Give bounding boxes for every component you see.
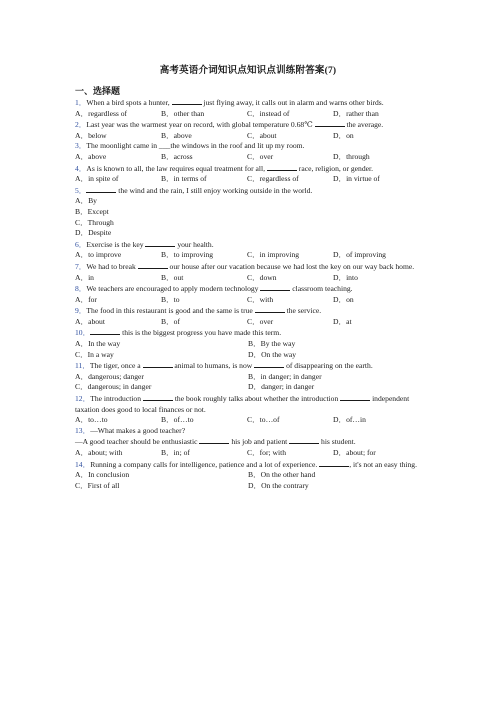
option-b[interactable]: B．in terms of: [161, 174, 207, 184]
options-row: [75, 273, 435, 284]
question-2: [75, 119, 435, 141]
options-row: [75, 339, 435, 350]
option-c[interactable]: C．regardless of: [247, 174, 299, 184]
question-text: Last year was the warmest year on record, with global temperature 0.68℃: [86, 120, 315, 130]
option-c[interactable]: C．dangerous; in danger: [75, 382, 152, 392]
question-stem: [75, 163, 435, 175]
question-11: [75, 360, 435, 393]
question-text: —What makes a good teacher?: [90, 425, 186, 435]
question-stem: [75, 426, 435, 437]
question-text: of disappearing on the earth.: [284, 361, 373, 371]
options-row: [75, 250, 435, 261]
question-text: the wind and the rain, I still enjoy working outside in the world.: [116, 185, 313, 195]
question-7: [75, 261, 435, 283]
option-b[interactable]: B．above: [161, 130, 192, 140]
option-d[interactable]: D．on: [333, 294, 354, 304]
question-text: The tiger, once a: [89, 361, 143, 371]
option-b[interactable]: B．of…to: [161, 415, 194, 425]
answer-blank: [319, 459, 349, 467]
answer-line-text: —A good teacher should be enthusiastic: [75, 437, 200, 447]
option-d[interactable]: D．danger; in danger: [248, 382, 315, 392]
options-row: [75, 131, 435, 142]
option-d[interactable]: D．Despite: [75, 228, 112, 238]
question-text: The introduction: [90, 394, 143, 404]
question-stem: [75, 283, 435, 295]
option-a[interactable]: A．in: [75, 272, 94, 282]
question-text: The food in this restaurant is good and the same is true: [86, 306, 255, 316]
question-text: We had to break: [86, 261, 138, 271]
answer-blank: [138, 261, 168, 269]
answer-line-text: his job and patient: [229, 437, 290, 447]
option-a[interactable]: A．dangerous; danger: [75, 371, 144, 381]
question-stem: [75, 360, 435, 372]
question-10: [75, 327, 435, 360]
option-a[interactable]: A．In the way: [75, 339, 121, 349]
question-text: The moonlight came in ___the windows in the roof and lit up my room.: [86, 141, 305, 151]
question-text: When a bird spots a hunter,: [86, 98, 172, 107]
question-text: your health.: [175, 239, 214, 249]
question-text: Exercise is the key: [86, 239, 146, 249]
question-number: 4．: [75, 163, 87, 173]
question-text: our house after our vacation because we had lost the key on our way back home.: [167, 261, 415, 271]
options-row: [75, 382, 435, 393]
question-text: the book roughly talks about whether the introduction: [172, 394, 341, 404]
option-a[interactable]: A．to…to: [75, 415, 108, 425]
question-stem: [75, 141, 435, 152]
option-d[interactable]: D．On the contrary: [248, 480, 309, 490]
answer-blank: [340, 393, 370, 401]
question-text: As is known to all, the law requires equal treatment for all,: [86, 163, 267, 173]
option-c[interactable]: C．over: [247, 151, 274, 161]
option-b[interactable]: B．out: [161, 272, 184, 282]
question-number: 5．: [75, 185, 87, 195]
options-row: [75, 350, 435, 361]
answer-blank: [145, 239, 175, 247]
question-3: [75, 141, 435, 162]
page-title: 高考英语介词知识点知识点训练附答案(7): [159, 66, 337, 76]
option-a[interactable]: A．regardless of: [75, 108, 128, 118]
option-d[interactable]: D．through: [333, 151, 370, 161]
question-text: the service.: [284, 306, 322, 316]
option-c[interactable]: C．down: [247, 272, 277, 282]
options-row: [75, 218, 435, 229]
options-row: [75, 470, 435, 481]
question-13: [75, 426, 435, 459]
answer-blank: [199, 436, 229, 444]
option-d[interactable]: D．on: [333, 130, 354, 140]
option-a[interactable]: A．In conclusion: [75, 470, 130, 480]
answer-blank: [86, 185, 116, 193]
options-row: [75, 295, 435, 306]
option-b[interactable]: B．in danger; in danger: [248, 371, 322, 381]
option-d[interactable]: D．at: [333, 316, 352, 326]
question-text: the average.: [344, 120, 384, 130]
option-a[interactable]: A．in spite of: [75, 174, 119, 184]
option-a[interactable]: A．for: [75, 294, 97, 304]
question-number: 7．: [75, 261, 87, 271]
question-number: 9．: [75, 306, 87, 316]
options-row: [75, 109, 435, 120]
question-number: 3．: [75, 141, 87, 151]
question-stem: [75, 261, 435, 273]
option-c[interactable]: C．First of all: [75, 480, 120, 490]
option-a[interactable]: A．below: [75, 130, 107, 140]
options-row: [75, 448, 435, 459]
option-b[interactable]: B．to: [161, 294, 180, 304]
question-text: , it's not an easy thing.: [349, 459, 417, 469]
option-a[interactable]: A．above: [75, 151, 107, 161]
option-d[interactable]: D．of…in: [333, 415, 366, 425]
question-number: 10．: [75, 328, 91, 338]
answer-blank: [143, 360, 173, 368]
question-stem: [75, 327, 435, 339]
option-c[interactable]: C．with: [247, 294, 274, 304]
options-row: [75, 174, 435, 185]
question-stem: [75, 119, 435, 131]
option-b[interactable]: B．On the other hand: [248, 470, 316, 480]
option-b[interactable]: B．in; of: [161, 448, 190, 457]
option-b[interactable]: B．By the way: [248, 339, 296, 349]
question-text: independent taxation does good to local finances or not.: [75, 394, 410, 414]
option-c[interactable]: C．about: [247, 130, 277, 140]
answer-blank: [143, 393, 173, 401]
question-list: [75, 97, 435, 491]
answer-blank: [260, 283, 290, 291]
option-b[interactable]: B．Except: [75, 206, 109, 216]
option-d[interactable]: D．in virtue of: [333, 174, 380, 184]
question-1: [75, 97, 435, 119]
option-d[interactable]: D．rather than: [333, 108, 379, 118]
options-row: [75, 228, 435, 239]
option-c[interactable]: C．In a way: [75, 349, 114, 359]
question-stem: [75, 459, 435, 471]
question-text: We teachers are encouraged to apply modern technology: [86, 284, 261, 294]
question-number: 12．: [75, 394, 91, 404]
option-c[interactable]: C．for; with: [247, 448, 287, 457]
answer-blank: [90, 327, 120, 335]
answer-blank: [315, 119, 345, 127]
question-5: [75, 185, 435, 239]
question-text: just flying away, it calls out in alarm and warns other birds.: [201, 98, 384, 107]
answer-blank: [254, 360, 284, 368]
question-number: 11．: [75, 361, 90, 371]
option-d[interactable]: D．of improving: [333, 250, 386, 260]
option-a[interactable]: A．about; with: [75, 448, 123, 457]
answer-blank: [172, 97, 202, 105]
option-d[interactable]: D．about; for: [333, 448, 376, 457]
question-text: race, religion, or gender.: [296, 163, 374, 173]
section-heading: 一、选择题: [75, 86, 121, 96]
option-a[interactable]: A．By: [75, 196, 97, 206]
options-row: [75, 415, 435, 426]
question-text: classroom teaching.: [290, 284, 353, 294]
options-row: [75, 481, 435, 492]
question-12: [75, 393, 435, 426]
option-c[interactable]: C．instead of: [247, 108, 290, 118]
answer-blank: [255, 305, 285, 313]
option-a[interactable]: A．to improve: [75, 250, 122, 260]
question-answer-line: [75, 436, 435, 448]
question-number: 8．: [75, 284, 87, 294]
question-text: Running a company calls for intelligence, patience and a lot of experience.: [90, 459, 320, 469]
option-b[interactable]: B．to improving: [161, 250, 214, 260]
question-number: 14．: [75, 459, 91, 469]
question-14: [75, 459, 435, 492]
option-b[interactable]: B．across: [161, 151, 193, 161]
question-text: this is the biggest progress you have made this term.: [120, 328, 282, 338]
option-d[interactable]: D．into: [333, 272, 358, 282]
option-d[interactable]: D．On the way: [248, 349, 297, 359]
option-b[interactable]: B．other than: [161, 108, 205, 118]
answer-blank: [289, 436, 319, 444]
question-8: [75, 283, 435, 305]
question-6: [75, 239, 435, 261]
question-4: [75, 163, 435, 185]
question-stem: [75, 305, 435, 317]
answer-blank: [267, 163, 297, 171]
options-row: [75, 317, 435, 328]
question-stem: [75, 239, 435, 251]
question-number: 6．: [75, 239, 87, 249]
question-stem: [75, 185, 435, 197]
options-row: [75, 152, 435, 163]
question-9: [75, 305, 435, 327]
question-text: animal to humans, is now: [172, 361, 255, 371]
options-row: [75, 372, 435, 383]
question-stem: [75, 393, 435, 415]
option-a[interactable]: A．about: [75, 316, 105, 326]
question-number: 13．: [75, 425, 91, 435]
options-row: [75, 207, 435, 218]
question-stem: [75, 97, 435, 109]
option-c[interactable]: C．Through: [75, 217, 114, 227]
option-c[interactable]: C．to…of: [247, 415, 280, 425]
options-row: [75, 196, 435, 207]
option-c[interactable]: C．over: [247, 316, 274, 326]
option-b[interactable]: B．of: [161, 316, 180, 326]
answer-line-text: his student.: [319, 437, 356, 447]
question-number: 2．: [75, 120, 87, 130]
option-c[interactable]: C．in improving: [247, 250, 300, 260]
question-number: 1．: [75, 98, 87, 107]
